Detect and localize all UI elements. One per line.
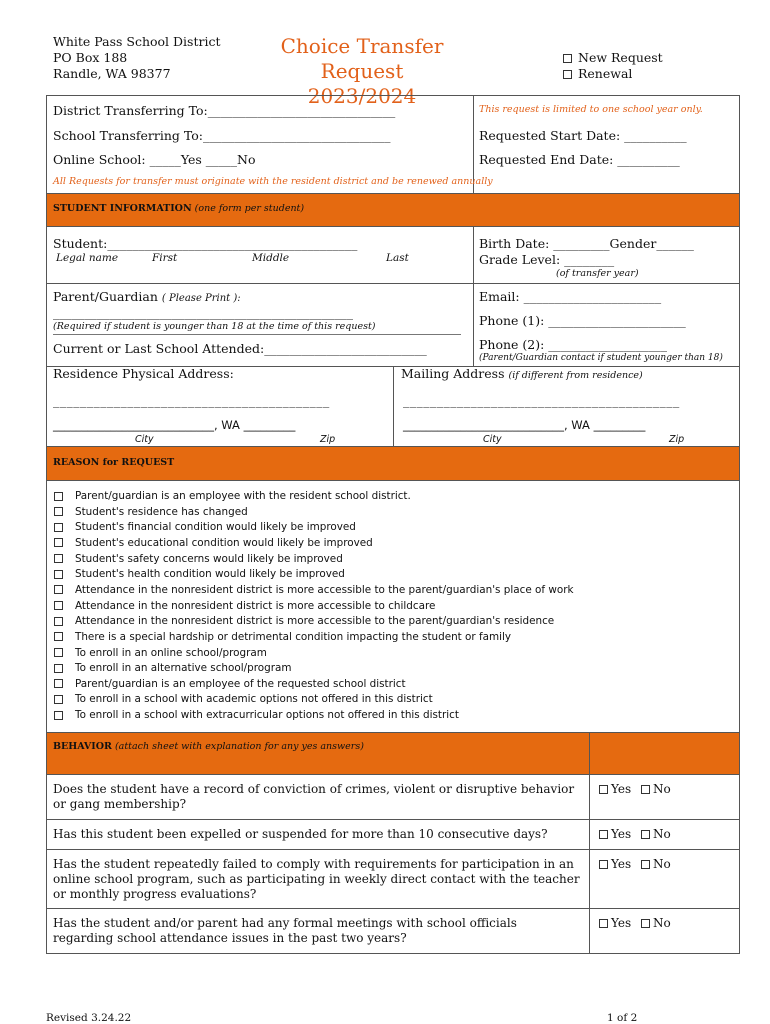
reason-item[interactable] bbox=[54, 709, 459, 721]
requested-start-date[interactable]: Requested Start Date: __________ bbox=[479, 128, 687, 143]
behavior-4-yes-checkbox[interactable] bbox=[599, 919, 608, 928]
behavior-answer-2: Yes No bbox=[599, 827, 671, 841]
reason-checkbox[interactable] bbox=[54, 695, 63, 704]
last-name-label: Last bbox=[386, 252, 409, 264]
renewal-checkbox[interactable] bbox=[563, 70, 572, 79]
reason-label: To enroll in a school with extracurricular options not offered in this district bbox=[75, 709, 459, 722]
residence-city-label: City bbox=[135, 434, 154, 445]
behavior-4-no-checkbox[interactable] bbox=[641, 919, 650, 928]
district-city: Randle, WA 98377 bbox=[53, 66, 171, 81]
request-type-options bbox=[563, 50, 663, 82]
first-name-label: First bbox=[152, 252, 178, 264]
behavior-2-no-checkbox[interactable] bbox=[641, 830, 650, 839]
reason-heading: REASON for REQUEST bbox=[53, 457, 175, 468]
grade-level[interactable]: Grade Level: ________ bbox=[479, 252, 615, 267]
new-request-checkbox[interactable] bbox=[563, 54, 572, 63]
parent-required-note: (Required if student is younger than 18 at the time of this request) bbox=[53, 321, 376, 332]
reason-label: To enroll in an online school/program bbox=[75, 646, 267, 659]
reason-item[interactable] bbox=[54, 553, 343, 565]
reason-checkbox[interactable] bbox=[54, 711, 63, 720]
reason-item[interactable] bbox=[54, 678, 406, 690]
reason-label: Student's safety concerns would likely be improved bbox=[75, 552, 343, 565]
phone-2-field[interactable]: Phone (2): ___________________ bbox=[479, 337, 668, 352]
behavior-question-1: Does the student have a record of conviction of crimes, violent or disruptive behavior or gang membership? bbox=[53, 782, 575, 811]
mailing-city-line[interactable]: ____________________________, WA _________ bbox=[403, 418, 646, 432]
reason-label: Parent/guardian is an employee of the requested school district bbox=[75, 677, 406, 690]
online-school[interactable]: Online School: _____Yes _____No bbox=[53, 152, 256, 167]
parent-guardian-label: Parent/Guardian ( Please Print ): bbox=[53, 289, 241, 304]
reason-item[interactable] bbox=[54, 521, 356, 533]
reason-checkbox[interactable] bbox=[54, 538, 63, 547]
transfer-note: All Requests for transfer must originate with the resident district and be renewed annually bbox=[53, 176, 493, 187]
legal-name-label: Legal name bbox=[56, 252, 119, 264]
behavior-3-yes-checkbox[interactable] bbox=[599, 860, 608, 869]
limit-note: This request is limited to one school year only. bbox=[479, 104, 703, 115]
form-title-text: Choice Transfer Request bbox=[280, 34, 444, 83]
reason-label: Student's residence has changed bbox=[75, 505, 248, 518]
birth-date-gender[interactable]: Birth Date: _________Gender______ bbox=[479, 236, 694, 251]
grade-note: (of transfer year) bbox=[556, 268, 639, 279]
reason-checkbox[interactable] bbox=[54, 632, 63, 641]
reason-checkbox[interactable] bbox=[54, 679, 63, 688]
phone-1-field[interactable]: Phone (1): ______________________ bbox=[479, 313, 686, 328]
requested-end-date[interactable]: Requested End Date: __________ bbox=[479, 152, 680, 167]
residence-zip-label: Zip bbox=[320, 434, 336, 445]
behavior-answer-3: Yes No bbox=[599, 857, 671, 871]
reason-label: Attendance in the nonresident district is more accessible to the parent/guardian's residence bbox=[75, 615, 555, 628]
student-name-line[interactable]: Student:________________________________________ bbox=[53, 236, 358, 251]
behavior-heading: BEHAVIOR (attach sheet with explanation for any yes answers) bbox=[53, 741, 364, 752]
behavior-question-2: Has this student been expelled or suspended for more than 10 consecutive days? bbox=[53, 827, 548, 841]
reason-item[interactable] bbox=[54, 631, 511, 643]
residence-street-line[interactable]: _________________________________________ bbox=[53, 393, 330, 408]
middle-name-label: Middle bbox=[252, 252, 290, 264]
reason-checkbox[interactable] bbox=[54, 648, 63, 657]
reason-label: To enroll in a school with academic options not offered in this district bbox=[75, 693, 433, 706]
residence-address-label: Residence Physical Address: bbox=[53, 366, 234, 381]
reason-checkbox[interactable] bbox=[54, 664, 63, 673]
reason-item[interactable] bbox=[54, 568, 345, 580]
reason-label: Student's financial condition would likely be improved bbox=[75, 521, 356, 534]
behavior-question-3: Has the student repeatedly failed to comply with requirements for participation in an online school program, such as participating in weekly direct contact with the teacher or monthly progress evaluations? bbox=[53, 857, 580, 901]
behavior-answer-4: Yes No bbox=[599, 916, 671, 930]
reason-item[interactable] bbox=[54, 490, 411, 502]
reason-label: Parent/guardian is an employee with the resident school district. bbox=[75, 490, 411, 502]
reason-item[interactable] bbox=[54, 662, 291, 674]
reason-label: There is a special hardship or detrimental condition impacting the student or family bbox=[75, 630, 512, 643]
behavior-band bbox=[46, 732, 740, 775]
reason-item[interactable] bbox=[54, 537, 373, 549]
current-school[interactable]: Current or Last School Attended:__________________________ bbox=[53, 341, 427, 356]
reason-checkbox[interactable] bbox=[54, 617, 63, 626]
behavior-1-no-checkbox[interactable] bbox=[641, 785, 650, 794]
reason-checkbox[interactable] bbox=[54, 554, 63, 563]
email-field[interactable]: Email: ______________________ bbox=[479, 289, 662, 304]
behavior-answer-1: Yes No bbox=[599, 782, 671, 796]
mailing-city-label: City bbox=[483, 434, 502, 445]
reason-item[interactable] bbox=[54, 693, 433, 705]
mailing-address-label: Mailing Address (if different from residence) bbox=[401, 366, 643, 381]
reason-checkbox[interactable] bbox=[54, 523, 63, 532]
behavior-3-no-checkbox[interactable] bbox=[641, 860, 650, 869]
student-info-heading: STUDENT INFORMATION (one form per student) bbox=[53, 203, 305, 214]
district-po-box: PO Box 188 bbox=[53, 50, 128, 65]
reason-label: Student's educational condition would likely be improved bbox=[75, 536, 373, 549]
reason-item[interactable] bbox=[54, 506, 248, 518]
mailing-street-line[interactable]: _________________________________________ bbox=[403, 393, 680, 408]
district-transferring-to[interactable]: District Transferring To:______________________________ bbox=[53, 103, 396, 118]
reason-item[interactable] bbox=[54, 615, 554, 627]
form-year: 2023/2024 bbox=[307, 84, 417, 108]
page-number: 1 of 2 bbox=[607, 1012, 638, 1024]
reason-label: Student's health condition would likely be improved bbox=[75, 568, 345, 581]
parent-guardian-line[interactable]: ________________________________________________ bbox=[53, 305, 353, 320]
mailing-zip-label: Zip bbox=[669, 434, 685, 445]
reason-checkbox[interactable] bbox=[54, 492, 63, 501]
reason-checkbox[interactable] bbox=[54, 570, 63, 579]
reason-checkbox[interactable] bbox=[54, 601, 63, 610]
phone-note: (Parent/Guardian contact if student younger than 18) bbox=[479, 353, 723, 363]
reason-item[interactable] bbox=[54, 647, 267, 659]
revised-date: Revised 3.24.22 bbox=[46, 1012, 132, 1024]
new-request-option[interactable]: New Request bbox=[563, 50, 663, 66]
reason-label: To enroll in an alternative school/program bbox=[75, 662, 292, 675]
reason-item[interactable] bbox=[54, 584, 574, 596]
residence-city-line[interactable]: ____________________________, WA _________ bbox=[53, 418, 296, 432]
reason-checkbox[interactable] bbox=[54, 585, 63, 594]
reason-checkbox[interactable] bbox=[54, 507, 63, 516]
behavior-1-yes-checkbox[interactable] bbox=[599, 785, 608, 794]
reason-label: Attendance in the nonresident district is more accessible to the parent/guardian's place of work bbox=[75, 583, 574, 596]
behavior-2-yes-checkbox[interactable] bbox=[599, 830, 608, 839]
district-address bbox=[53, 34, 221, 82]
reason-item[interactable] bbox=[54, 600, 435, 612]
school-transferring-to[interactable]: School Transferring To:______________________________ bbox=[53, 128, 391, 143]
renewal-option[interactable]: Renewal bbox=[563, 66, 663, 82]
district-name: White Pass School District bbox=[53, 34, 221, 49]
reason-label: Attendance in the nonresident district is more accessible to childcare bbox=[75, 599, 436, 612]
behavior-question-4: Has the student and/or parent had any formal meetings with school officials regarding school attendance issues in the past two years? bbox=[53, 916, 517, 945]
